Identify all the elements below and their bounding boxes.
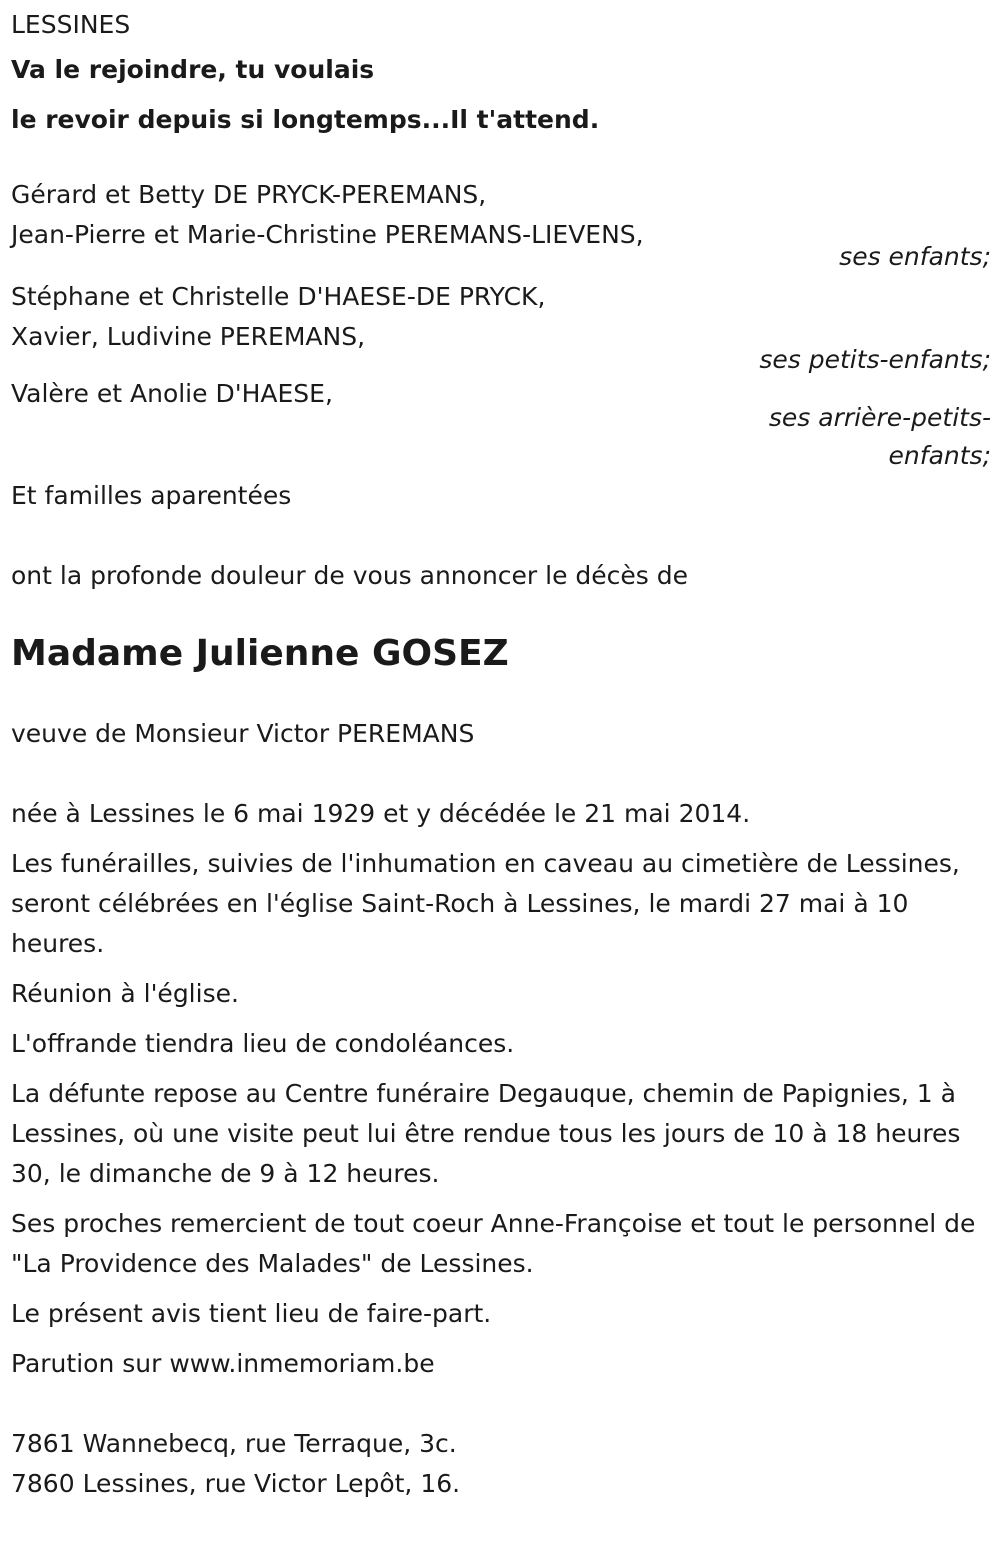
great-grandchildren-role-line-2: enfants; — [888, 441, 991, 470]
child-entry: Jean-Pierre et Marie-Christine PEREMANS-LIEVENS, — [11, 220, 644, 249]
family-great-grandchildren — [11, 374, 991, 476]
rest-paragraph: La défunte repose au Centre funéraire Degauque, chemin de Papignies, 1 à Lessines, où une visite peut lui être rendue tous les jours de 10 à 18 heures 30, le dimanche de 9 à 12 heures. — [11, 1079, 961, 1188]
grandchild-entry: Xavier, Ludivine PEREMANS, — [11, 322, 366, 351]
widow-of-line: veuve de Monsieur Victor PEREMANS — [11, 719, 475, 748]
obituary-notice — [11, 5, 991, 1504]
birth-death-paragraph: née à Lessines le 6 mai 1929 et y décédée le 21 mai 2014. — [11, 799, 751, 828]
grandchild-entry: Stéphane et Christelle D'HAESE-DE PRYCK, — [11, 282, 546, 311]
notice-paragraph: Le présent avis tient lieu de faire-part. — [11, 1299, 492, 1328]
great-grandchildren-role-line-1: ses arrière-petits- — [768, 403, 991, 432]
addresses-block — [11, 1424, 991, 1504]
grandchildren-role: ses petits-enfants; — [759, 345, 991, 374]
motto-line-1: Va le rejoindre, tu voulais — [11, 55, 375, 84]
address-line: 7861 Wannebecq, rue Terraque, 3c. — [11, 1429, 457, 1458]
announcement-intro: ont la profonde douleur de vous annoncer le décès de — [11, 561, 689, 590]
child-entry: Gérard et Betty DE PRYCK-PEREMANS, — [11, 180, 487, 209]
relatives-line: Et familles aparentées — [11, 481, 292, 510]
city-heading: LESSINES — [11, 10, 131, 39]
motto-line-2: le revoir depuis si longtemps...Il t'attend. — [11, 105, 600, 134]
offering-paragraph: L'offrande tiendra lieu de condoléances. — [11, 1029, 515, 1058]
address-line: 7860 Lessines, rue Victor Lepôt, 16. — [11, 1469, 461, 1498]
family-grandchildren — [11, 277, 991, 380]
thanks-paragraph: Ses proches remercient de tout coeur Anne-Françoise et tout le personnel de "La Providence des Malades" de Lessines. — [11, 1209, 976, 1278]
family-children — [11, 175, 991, 277]
great-grandchild-entry: Valère et Anolie D'HAESE, — [11, 379, 333, 408]
publication-paragraph: Parution sur www.inmemoriam.be — [11, 1349, 435, 1378]
meeting-paragraph: Réunion à l'église. — [11, 979, 239, 1008]
deceased-name: Madame Julienne GOSEZ — [11, 633, 509, 674]
funeral-paragraph: Les funérailles, suivies de l'inhumation en caveau au cimetière de Lessines, seront célébrées en l'église Saint-Roch à Lessines, le mardi 27 mai à 10 heures. — [11, 849, 960, 958]
children-role: ses enfants; — [839, 242, 991, 271]
